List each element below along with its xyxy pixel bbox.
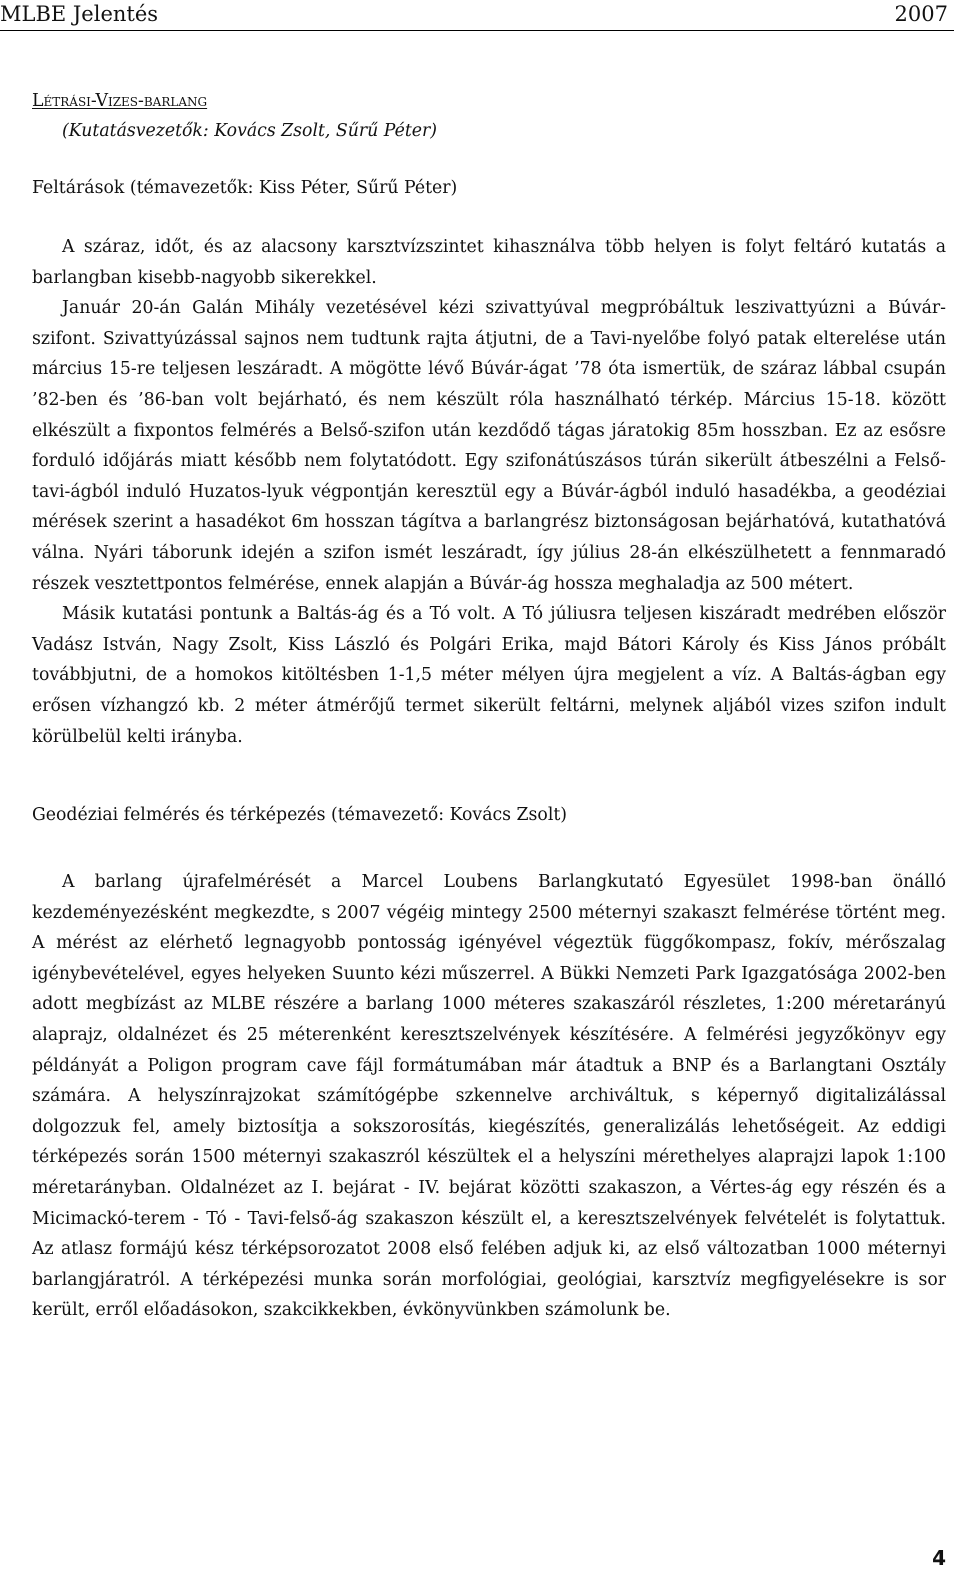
excavations-heading: Feltárások (témavezetők: Kiss Péter, Sűrű Péter) <box>32 178 458 198</box>
page-header <box>0 0 954 31</box>
section-leaders: (Kutatásvezetők: Kovács Zsolt, Sűrű Péter) <box>62 121 438 141</box>
survey-heading: Geodéziai felmérés és térképezés (témavezető: Kovács Zsolt) <box>32 805 568 826</box>
header-year: 2007 <box>894 2 948 26</box>
section-title: Létrási-Vizes-barlang <box>32 91 208 111</box>
page-number: 4 <box>932 1546 946 1570</box>
excavations-paragraph-2: Január 20-án Galán Mihály vezetésével kézi szivattyúval megpróbáltuk leszivattyúzni a Búvár-szifont. Szivattyúzással sajnos nem tudtunk rajta átjutni, de a Tavi-nyelőbe folyó patak elterelése után március 15-re teljesen leszáradt. A mögötte lévő Búvár-ágat ’78 óta ismertük, de száraz lábbal csupán ’82-ben és ’86-ban volt bejárható, és nem készült róla használható térkép. Március 15-18. között elkészült a fixpontos felmérés a Belső-szifon után kezdődő tágas járatokig 85m hosszban. Ez az esősre forduló időjárás miatt később nem folytatódott. Egy szifonátúszásos túrán sikerült átbeszélni a Felső-tavi-ágból induló Huzatos-lyuk végpontján keresztül egy a Búvár-ágból induló hasadékba, a geodéziai mérések szerint a hasadékot 6m hosszan tágítva a barlangrész biztonságosan bejárhatóvá, kutathatóvá válna. Nyári táborunk idején a szifon ismét leszáradt, így július 28-án elkészülhetett a fennmaradó részek vesztettpontos felmérése, ennek alapján a Búvár-ág hossza meghaladja az 500 métert. <box>32 298 946 594</box>
excavations-paragraph-1: A száraz, időt, és az alacsony karsztvízszintet kihasználva több helyen is folyt feltáró kutatás a barlangban kisebb-nagyobb sikerekkel. <box>32 237 946 288</box>
header-publication-title: MLBE Jelentés <box>0 2 159 26</box>
excavations-paragraph-3: Másik kutatási pontunk a Baltás-ág és a Tó volt. A Tó júliusra teljesen kiszáradt medrében először Vadász István, Nagy Zsolt, Kiss László és Polgári Erika, majd Bátori Károly és Kiss János próbált továbbjutni, de a homokos kitöltésben 1-1,5 méter mélyen újra megjelent a víz. A Baltás-ágban egy erősen vízhangzó kb. 2 méter átmérőjű termet sikerült feltárni, melynek aljából vizes szifon indult körülbelül kelti irányba. <box>32 604 946 747</box>
page-content <box>32 86 946 1326</box>
survey-paragraph: A barlang újrafelmérését a Marcel Loubens Barlangkutató Egyesület 1998-ban önálló kezdeményezésként megkezdte, s 2007 végéig mintegy 2500 méternyi szakaszt felmérése történt meg. A mérést az elérhető legnagyobb pontosság igényével végeztük függőkompasz, fokív, mérőszalag igénybevételével, egyes helyeken Suunto kézi műszerrel. A Bükki Nemzeti Park Igazgatósága 2002-ben adott megbízást az MLBE részére a barlang 1000 méteres szakaszáról részletes, 1:200 méretarányú alaprajz, oldalnézet és 25 méterenként keresztszelvények készítésére. A felmérési jegyzőkönyv egy példányát a Poligon program cave fájl formátumában már átadtuk a BNP és a Barlangtani Osztály számára. A helyszínrajzokat számítógépbe szkennelve archiváltuk, s képernyő digitalizálással dolgozzuk fel, amely biztosítja a sokszorosítás, kiegészítés, generalizálás lehetőségeit. Az eddigi térképezés során 1500 méternyi szakaszról készültek el a helyszíni mérethelyes alaprajzi lapok 1:100 méretarányban. Oldalnézet az I. bejárat - IV. bejárat közötti szakaszon, a Vértes-ág egy részén és a Micimackó-terem - Tó - Tavi-felső-ág szakaszon készült el, a keresztszelvények felvételét is folytattuk. Az atlasz formájú kész térképsorozatot 2008 első felében adjuk ki, az első változatban 1000 méternyi barlangjáratról. A térképezési munka során morfológiai, geológiai, karsztvíz megfigyelésekre is sor került, erről előadásokon, szakcikkekben, évkönyvünkben számolunk be. <box>32 872 946 1321</box>
